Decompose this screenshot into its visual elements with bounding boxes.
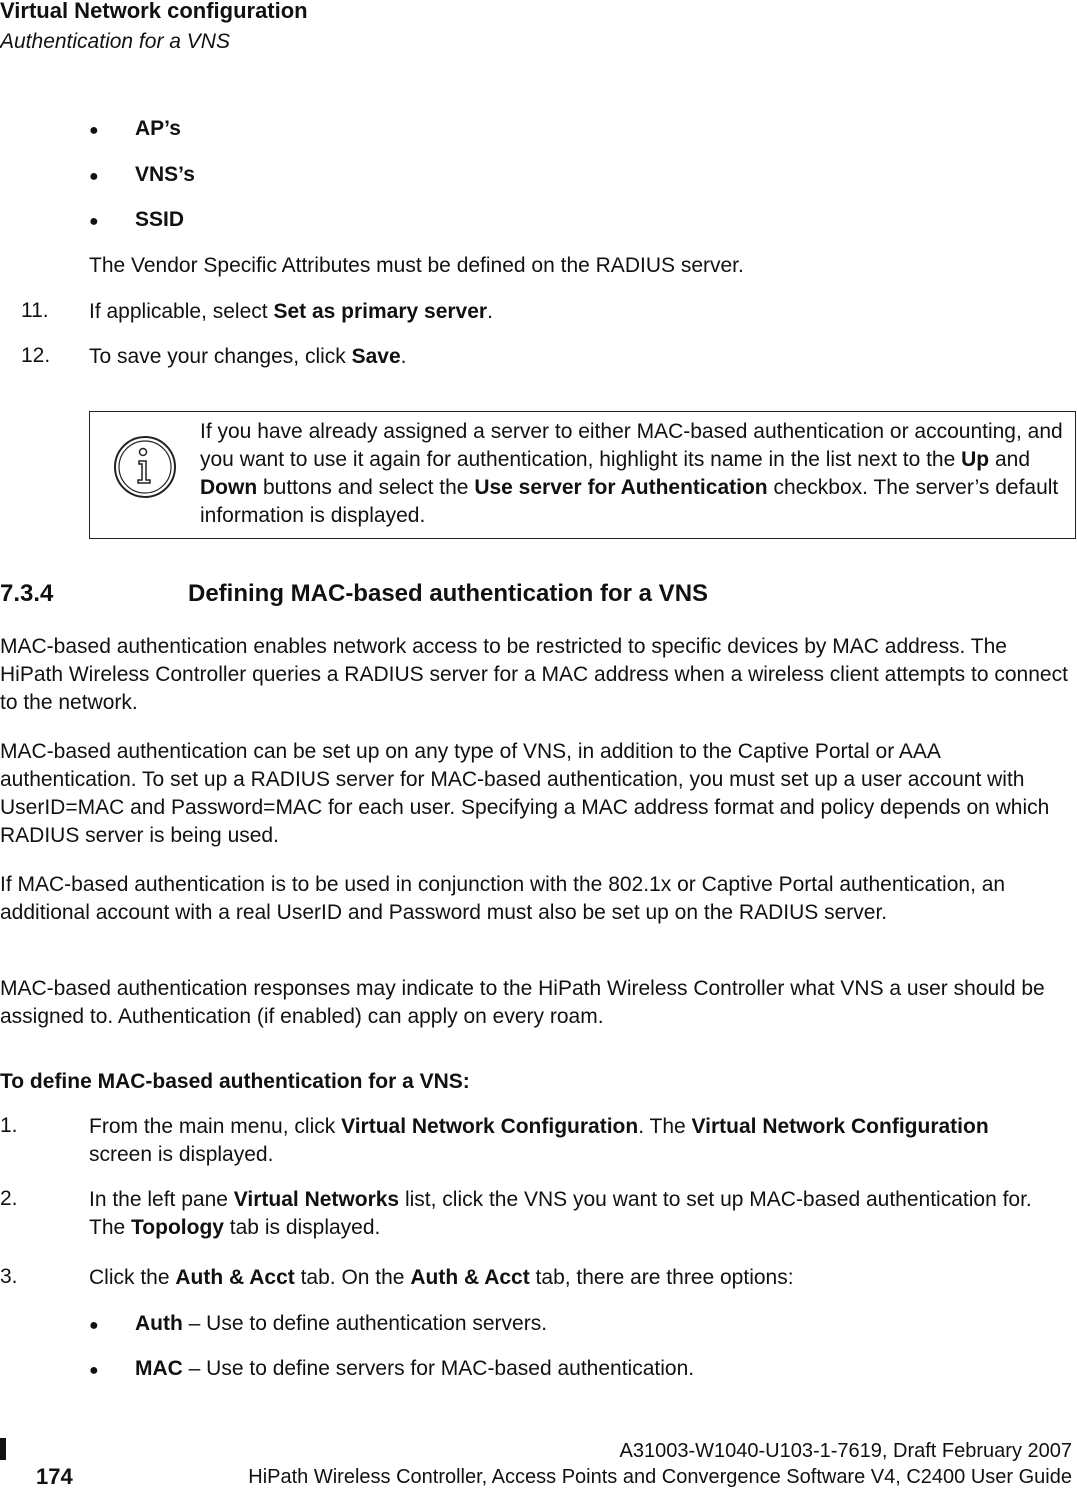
footer-product: HiPath Wireless Controller, Access Points and Convergence Software V4, C2400 User Guide — [248, 1466, 1072, 1488]
step-number: 11. — [21, 299, 49, 322]
option-label: Auth — [135, 1312, 183, 1335]
option-desc: – Use to define authentication servers. — [182, 1312, 548, 1335]
bullet-text: VNS’s — [135, 163, 195, 186]
page-number: 174 — [36, 1464, 73, 1489]
tab-label: Topology — [131, 1216, 224, 1239]
note-text — [200, 418, 1070, 530]
footer-doc-info — [248, 1438, 1072, 1490]
bullet-text: SSID — [135, 208, 185, 231]
bullet-icon: ● — [89, 213, 99, 230]
vsa-note: The Vendor Specific Attributes must be defined on the RADIUS server. — [89, 254, 744, 277]
page-header-title: Virtual Network configuration — [0, 0, 308, 23]
body-paragraph: MAC-based authentication responses may indicate to the HiPath Wireless Controller what VNS a user should be assigned to. Authentication (if enabled) can apply on every roam. — [0, 977, 1045, 1028]
body-paragraph: MAC-based authentication enables network access to be restricted to specific devices by MAC address. The HiPath Wireless Controller queries a RADIUS server for a MAC address when a wireless client attempts to connect to the network. — [0, 635, 1068, 714]
tab-label: Auth & Acct — [410, 1266, 530, 1289]
info-icon — [110, 432, 180, 507]
step-text — [89, 1186, 1049, 1242]
step-text-post: . — [400, 345, 407, 368]
bullet-icon: ● — [89, 1317, 99, 1334]
bullet-text: AP’s — [135, 117, 181, 140]
note-box — [89, 411, 1076, 539]
option-desc: – Use to define servers for MAC-based authentication. — [182, 1357, 695, 1380]
step-text-post: . — [487, 300, 493, 323]
step-text — [89, 298, 1069, 326]
step-number: 3. — [0, 1265, 18, 1288]
bullet-icon: ● — [89, 168, 99, 185]
section-number: 7.3.4 — [0, 580, 54, 607]
screen-name-label: Virtual Network Configuration — [691, 1115, 989, 1138]
step-text-pre: If applicable, select — [89, 300, 274, 323]
option-label: MAC — [135, 1357, 183, 1380]
step-number: 1. — [0, 1114, 18, 1137]
tab-label: Auth & Acct — [175, 1266, 295, 1289]
option-text — [135, 1312, 547, 1336]
step-number: 12. — [21, 344, 51, 367]
step-number: 2. — [0, 1187, 18, 1210]
section-title: Defining MAC-based authentication for a VNS — [188, 580, 709, 607]
step-text-part: screen is displayed. — [89, 1143, 274, 1166]
down-button-label: Down — [200, 476, 258, 499]
step-text-bold: Set as primary server — [273, 300, 488, 323]
step-text-part: tab. On the — [294, 1266, 411, 1289]
step-text-part: tab is displayed. — [223, 1216, 381, 1239]
procedure-heading: To define MAC-based authentication for a VNS: — [0, 1070, 470, 1093]
step-text-bold: Save — [351, 345, 401, 368]
footer-marker — [0, 1438, 6, 1460]
note-text-part: buttons and select the — [257, 476, 475, 499]
note-text-part: If you have already assigned a server to either MAC-based authentication or accounting, and you want to use it again for authentication, highlight its name in the list next to the — [200, 420, 1063, 471]
step-text-part: . The — [638, 1115, 692, 1138]
bullet-icon: ● — [89, 1362, 99, 1379]
step-text — [89, 1113, 1049, 1169]
step-text — [89, 1264, 1069, 1292]
body-paragraph: MAC-based authentication can be set up on any type of VNS, in addition to the Captive Portal or AAA authentication. To set up a RADIUS server for MAC-based authentication, you must set up a user account with UserID=MAC and Password=MAC for each user. Specifying a MAC address format and policy depends on which RADIUS server is being used. — [0, 740, 1050, 847]
bullet-icon: ● — [89, 122, 99, 139]
body-paragraph: If MAC-based authentication is to be used in conjunction with the 802.1x or Captive Portal authentication, an additional account with a real UserID and Password must also be set up on the RADIUS server. — [0, 873, 1006, 924]
option-text — [135, 1357, 694, 1381]
step-text-part: tab, there are three options: — [529, 1266, 794, 1289]
step-text-part: list, click the VNS you want to set up MAC-based authentication for. The — [89, 1188, 1032, 1239]
up-button-label: Up — [961, 448, 990, 471]
note-text-part: and — [989, 448, 1031, 471]
note-text-part: checkbox. The server’s default information is displayed. — [200, 476, 1059, 527]
footer-doc-id: A31003-W1040-U103-1-7619, Draft February 2007 — [619, 1440, 1072, 1462]
step-text-part: From the main menu, click — [89, 1115, 342, 1138]
use-server-checkbox-label: Use server for Authentication — [474, 476, 768, 499]
page-header-subtitle: Authentication for a VNS — [0, 30, 230, 53]
step-text-pre: To save your changes, click — [89, 345, 352, 368]
step-text — [89, 343, 1069, 371]
pane-list-label: Virtual Networks — [233, 1188, 400, 1211]
menu-item-label: Virtual Network Configuration — [341, 1115, 639, 1138]
step-text-part: Click the — [89, 1266, 176, 1289]
step-text-part: In the left pane — [89, 1188, 234, 1211]
